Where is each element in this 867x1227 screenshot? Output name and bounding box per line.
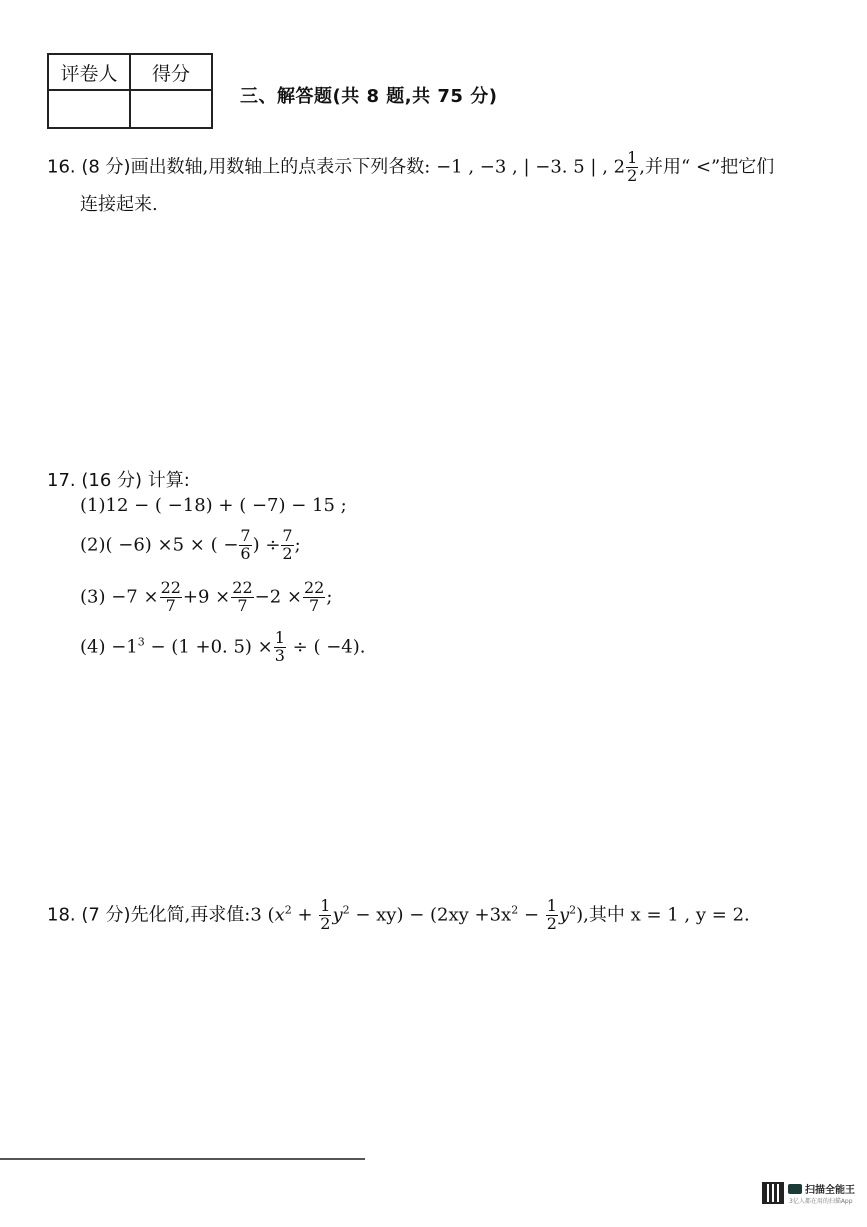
- q18-var-y2: y: [558, 904, 570, 926]
- q17-p3-b: +9 ×: [182, 586, 231, 608]
- q17-p3-frac2-den: 7: [237, 595, 248, 615]
- q18-half-2-den: 2: [546, 913, 557, 933]
- q18-plus: +: [291, 904, 319, 926]
- q18-text-end: ),其中 x = 1 , y = 2.: [576, 904, 750, 926]
- q18-half-1: [319, 898, 331, 933]
- scanner-logo-icon: [788, 1184, 802, 1194]
- q18-exp-2: 2: [342, 903, 350, 917]
- q17-p2-frac1-den: 6: [240, 543, 251, 563]
- q17-part1: (1)12 − ( −18) + ( −7) − 15 ;: [80, 495, 347, 516]
- q18-half-1-num: 1: [320, 896, 331, 915]
- q16-frac-num: 1: [627, 148, 638, 167]
- q18-exp-4: 2: [569, 903, 577, 917]
- q17-p2-c: ;: [294, 534, 301, 556]
- q17-p3-c: −2 ×: [254, 586, 302, 608]
- qr-code-icon: [762, 1182, 784, 1204]
- q18-exp-1: 2: [284, 903, 292, 917]
- q17-p2-frac1: [239, 528, 251, 563]
- q17-part2: [80, 528, 301, 563]
- q16-text-a: 画出数轴,用数轴上的点表示下列各数: −1 , −3 , | −3. 5 | , 2: [130, 156, 626, 178]
- q16-text-b: ,并用“ <”把它们: [639, 156, 775, 178]
- q17-p2-a: (2)( −6) ×5 × ( −: [80, 534, 239, 556]
- question-18: [47, 898, 750, 933]
- q17-p3-frac2: [231, 580, 253, 615]
- question-16: [47, 150, 774, 185]
- q16-line2: 连接起来.: [80, 194, 158, 215]
- q17-p4-frac-num: 1: [274, 628, 285, 647]
- q17-p4-frac: [274, 630, 286, 665]
- q17-p3-frac3-num: 22: [303, 578, 325, 597]
- q17-p2-frac1-num: 7: [240, 526, 251, 545]
- q17-p2-frac2: [281, 528, 293, 563]
- q18-minus: −: [518, 904, 545, 926]
- q17-p3-frac3-den: 7: [309, 595, 320, 615]
- q17-p4-c: ÷ ( −4).: [286, 636, 366, 658]
- q17-head: 17. (16 分) 计算:: [47, 470, 190, 491]
- q17-p2-b: ) ÷: [252, 534, 281, 556]
- q17-p4-frac-den: 3: [274, 645, 285, 665]
- q17-part3: [80, 580, 332, 615]
- q17-p2-frac2-num: 7: [282, 526, 293, 545]
- q18-var-y: y: [332, 904, 343, 926]
- q17-p4-b: − (1 +0. 5) ×: [144, 636, 273, 658]
- q16-head: 16. (8 分): [47, 156, 131, 178]
- q17-part4: [80, 630, 366, 665]
- grader-cell: [48, 90, 130, 128]
- q17-p3-frac1: [160, 580, 182, 615]
- score-cell: [130, 90, 212, 128]
- q17-p3-frac1-den: 7: [165, 595, 176, 615]
- q17-p3-frac2-num: 22: [232, 578, 253, 597]
- q17-p2-frac2-den: 2: [282, 543, 293, 563]
- q17-p3-d: ;: [326, 586, 333, 608]
- q18-text-a: 先化简,再求值:3 (: [130, 904, 275, 926]
- footer-divider: [0, 1158, 365, 1160]
- q18-half-1-den: 2: [320, 913, 331, 933]
- scanner-subtitle: 3亿人都在用的扫描App: [789, 1198, 853, 1205]
- q18-minus-xy: − xy) − (2xy +3x: [349, 904, 512, 926]
- score-header: 得分: [130, 54, 212, 90]
- q16-fraction: [626, 150, 638, 185]
- grader-header: 评卷人: [48, 54, 130, 90]
- q18-head: 18. (7 分): [47, 904, 131, 926]
- section-title: 三、解答题(共 8 题,共 75 分): [240, 86, 498, 107]
- q18-half-2-num: 1: [546, 896, 557, 915]
- q17-p4-exponent: 3: [137, 635, 145, 649]
- scanner-name: 扫描全能王: [805, 1185, 855, 1196]
- q16-frac-den: 2: [627, 165, 638, 185]
- grading-table: [47, 53, 213, 129]
- q17-p3-frac3: [303, 580, 325, 615]
- q18-exp-3: 2: [511, 903, 519, 917]
- q17-p4-a: (4) −1: [80, 636, 138, 658]
- q18-var-x: x: [274, 904, 285, 926]
- q17-p3-frac1-num: 22: [160, 578, 181, 597]
- q18-half-2: [546, 898, 558, 933]
- q17-p3-a: (3) −7 ×: [80, 586, 159, 608]
